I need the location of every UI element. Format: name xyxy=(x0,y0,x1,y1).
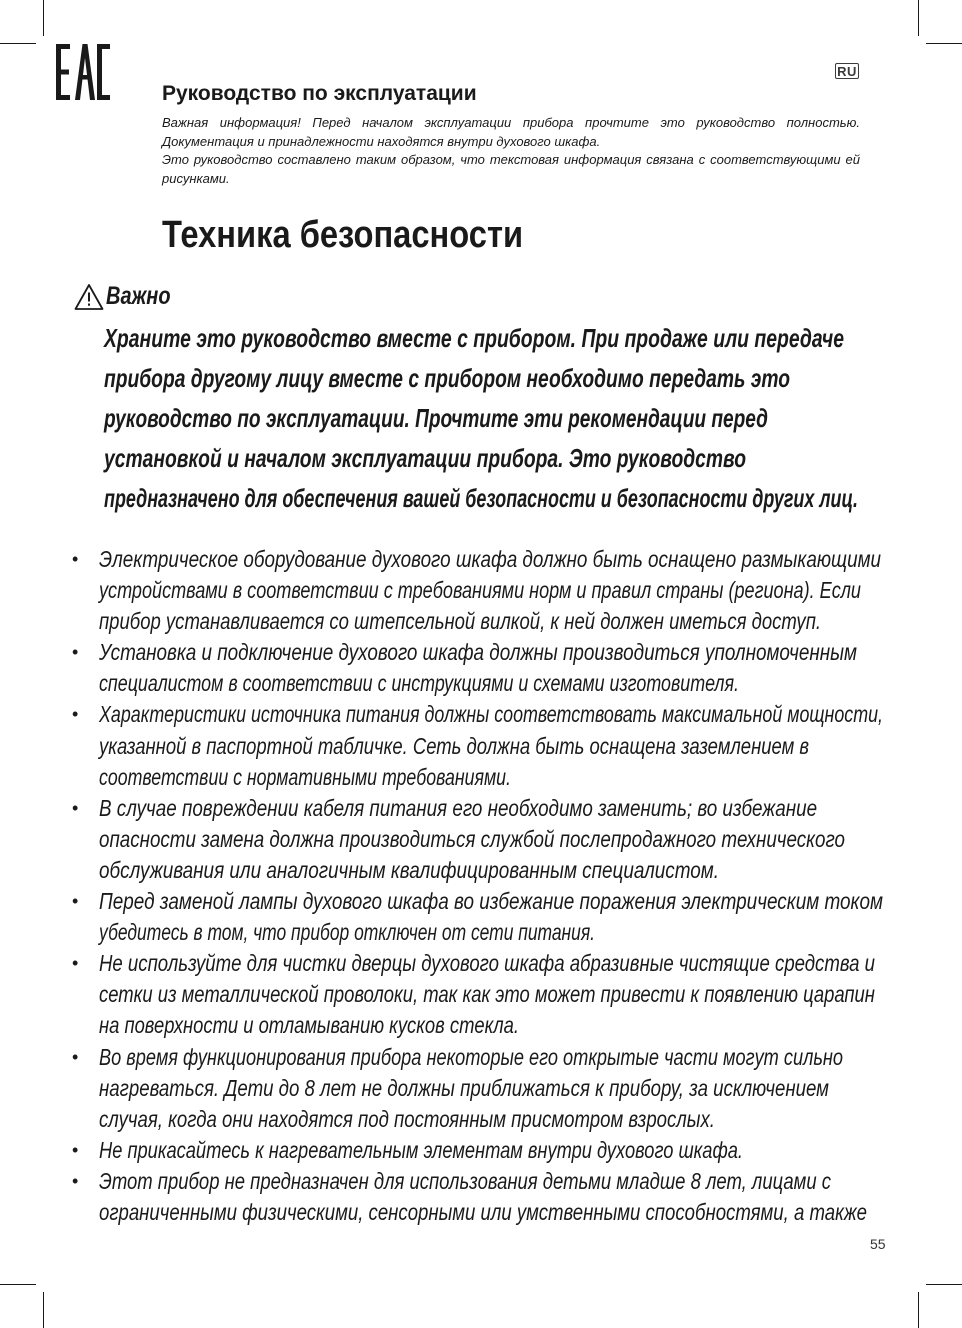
list-item-line: • Не прикасайтесь к нагревательным элементам внутри духового шкафа. xyxy=(99,1136,743,1163)
list-item-line: нагреваться. Дети до 8 лет не должны приближаться к прибору, за исключением xyxy=(99,1074,829,1101)
list-item xyxy=(66,1166,896,1228)
crop-mark xyxy=(0,1284,36,1285)
crop-mark xyxy=(43,1292,44,1328)
list-item-line: опасности замена должна производиться службой послепродажного технического xyxy=(99,825,845,852)
list-item xyxy=(66,948,896,1041)
list-item xyxy=(66,544,896,637)
important-notice xyxy=(104,318,962,518)
list-item-line: специалистом в соответствии с инструкциями и схемами изготовителя. xyxy=(99,670,739,697)
intro-text xyxy=(162,114,860,188)
important-line: установкой и началом эксплуатации прибора. Это руководство xyxy=(104,443,746,473)
list-item-line: соответствии с нормативными требованиями. xyxy=(99,763,511,790)
list-item-line: убедитесь в том, что прибор отключен от сети питания. xyxy=(99,919,596,946)
list-item-line: • Не используйте для чистки дверцы духового шкафа абразивные чистящие средства и xyxy=(99,950,875,977)
list-item-line: ограниченными физическими, сенсорными или умственными способностями, а также xyxy=(99,1198,867,1225)
crop-mark xyxy=(0,43,36,44)
list-item xyxy=(66,793,896,886)
list-item-line: • Установка и подключение духового шкафа должны производиться уполномоченным xyxy=(99,639,857,666)
manual-title: Руководство по эксплуатации xyxy=(162,82,477,105)
warning-triangle-icon xyxy=(74,283,104,311)
intro-paragraph: Это руководство составлено таким образом, что текстовая информация связана с соответствующими ей рисунками. xyxy=(162,152,860,186)
crop-mark xyxy=(926,43,962,44)
list-item xyxy=(66,1135,896,1166)
language-badge: RU xyxy=(835,63,859,79)
list-item-line: • Характеристики источника питания должны соответствовать максимальной мощности, xyxy=(99,701,883,728)
safety-rules-list xyxy=(66,544,896,1228)
important-line: руководство по эксплуатации. Прочтите эти рекомендации перед xyxy=(104,403,768,433)
list-item-line: • В случае повреждении кабеля питания его необходимо заменить; во избежание xyxy=(99,794,818,821)
list-item-line: сетки из металлической проволоки, так как это может привести к появлению царапин xyxy=(99,981,875,1008)
crop-mark xyxy=(918,1292,919,1328)
eac-logo xyxy=(56,44,110,100)
warning-heading xyxy=(74,282,187,311)
intro-paragraph: Важная информация! Перед началом эксплуатации прибора прочтите это руководство полностью. Документация и принадлежности находятся внутри духового шкафа. xyxy=(162,115,860,149)
list-item-line: обслуживания или аналогичным квалифицированным специалистом. xyxy=(99,856,719,883)
list-item-line: • Во время функционирования прибора некоторые его открытые части могут сильно xyxy=(99,1043,844,1070)
list-item-line: • Перед заменой лампы духового шкафа во избежание поражения электрическим током xyxy=(99,888,883,915)
page-number: 55 xyxy=(870,1236,886,1252)
important-line: Храните это руководство вместе с прибором. При продаже или передаче xyxy=(104,323,844,353)
important-line: предназначено для обеспечения вашей безопасности и безопасности других лиц. xyxy=(104,483,859,513)
crop-mark xyxy=(926,1284,962,1285)
list-item-line: на поверхности и отламыванию кусков стекла. xyxy=(99,1012,520,1039)
list-item xyxy=(66,1042,896,1135)
list-item-line: • Этот прибор не предназначен для использования детьми младше 8 лет, лицами с xyxy=(99,1167,831,1194)
list-item-line: прибор устанавливается со штепсельной вилкой, к ней должен иметься доступ. xyxy=(99,608,822,635)
list-item-line: • Электрическое оборудование духового шкафа должно быть оснащено размыкающими xyxy=(99,546,881,572)
list-item-line: указанной в паспортной табличке. Сеть должна быть оснащена заземлением в xyxy=(99,732,810,759)
important-line: прибора другому лицу вместе с прибором необходимо передать это xyxy=(104,363,791,393)
list-item xyxy=(66,637,896,699)
crop-mark xyxy=(43,0,44,36)
warning-label: Важно xyxy=(106,282,171,310)
list-item-line: случая, когда они находятся под постоянным присмотром взрослых. xyxy=(99,1105,715,1132)
list-item xyxy=(66,886,896,948)
section-title: Техника безопасности xyxy=(162,214,524,256)
list-item-line: устройствами в соответствии с требованиями норм и правил страны (региона). Если xyxy=(99,577,861,604)
list-item xyxy=(66,699,896,792)
crop-mark xyxy=(918,0,919,36)
